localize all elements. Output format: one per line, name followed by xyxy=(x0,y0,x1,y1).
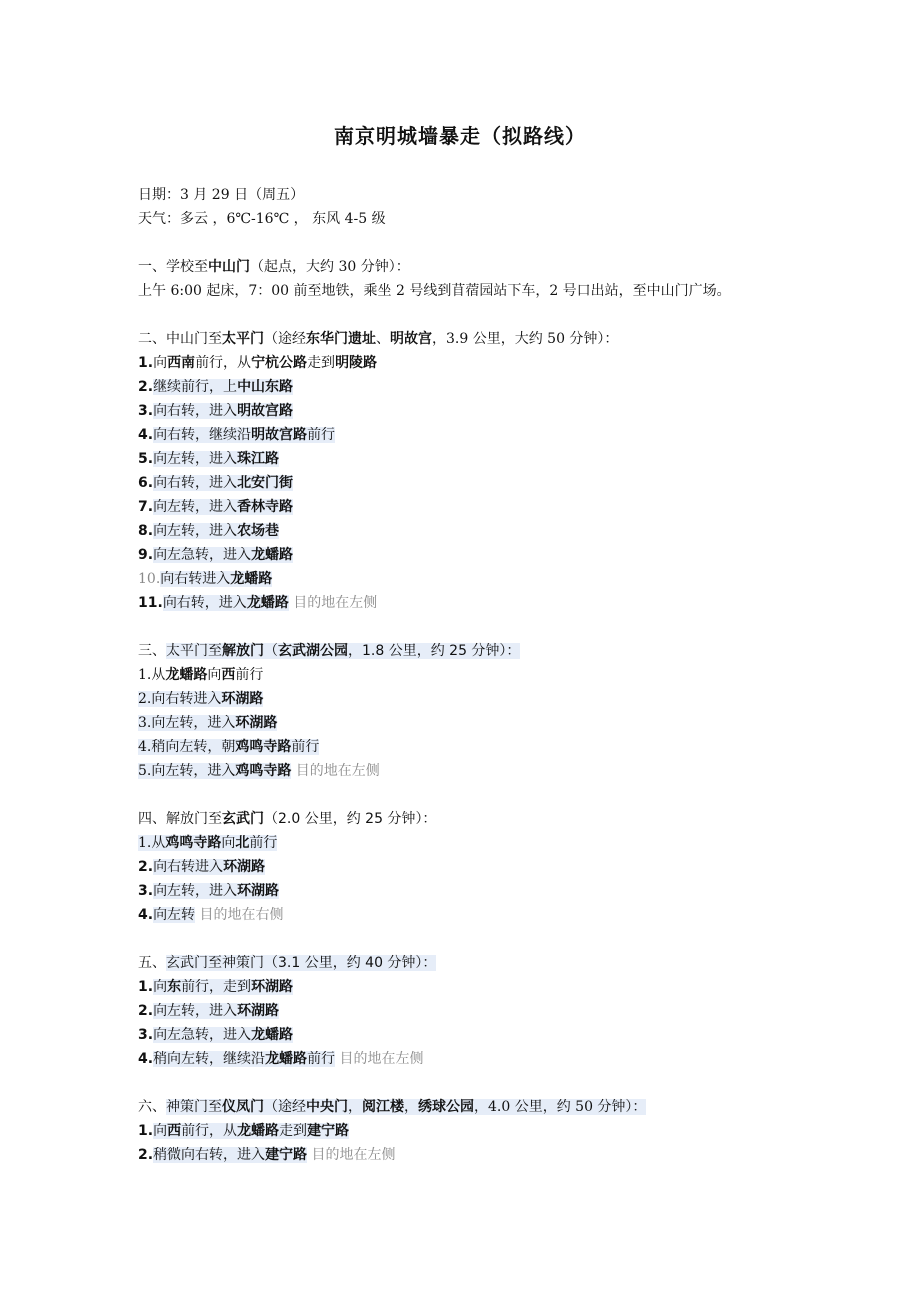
bold-text: 西 xyxy=(167,1123,182,1139)
blank-line xyxy=(138,231,898,255)
bold-text: 环湖路 xyxy=(235,715,278,731)
bold-text: 龙蟠路 xyxy=(165,667,208,683)
text-segment: 向左转，进入 xyxy=(153,451,238,467)
bold-text: 仪凤门 xyxy=(222,1099,264,1115)
text-line xyxy=(138,831,898,855)
text-segment: 1.从 xyxy=(138,835,166,851)
text-segment: ）： xyxy=(415,811,437,827)
text-line xyxy=(138,543,898,567)
blank-line xyxy=(138,1071,898,1095)
bold-text: 鸡鸣寺路 xyxy=(235,739,292,755)
text-segment: 日期：3 月 29 日（周五） xyxy=(138,187,305,203)
text-segment: 向右转，进入 xyxy=(153,403,238,419)
text-segment: 二、中山门至 xyxy=(138,331,222,347)
text-segment: 向左转 xyxy=(153,907,196,923)
text-segment: 向左转，进入 xyxy=(153,1003,238,1019)
text-segment: 太平门至 xyxy=(166,643,222,659)
text-segment: 2.0 公里，约 25 分钟 xyxy=(278,811,416,827)
text-line xyxy=(138,399,898,423)
text-segment: 向 xyxy=(153,1123,168,1139)
text-segment: 神策门至 xyxy=(166,1099,222,1115)
bold-text: 建宁路 xyxy=(307,1123,350,1139)
text-segment: 2.向右转进入 xyxy=(138,691,222,707)
text-line xyxy=(138,495,898,519)
bold-text: 建宁路 xyxy=(265,1147,308,1163)
text-line xyxy=(138,759,898,783)
bold-text: 中山东路 xyxy=(237,379,294,395)
bold-text: 环湖路 xyxy=(237,1003,280,1019)
text-segment: 、 xyxy=(376,331,390,347)
text-line xyxy=(138,879,898,903)
note-text: 目的地在左侧 xyxy=(288,595,378,611)
text-segment: 向左急转，进入 xyxy=(153,1027,252,1043)
bold-text: 环湖路 xyxy=(223,859,266,875)
text-line xyxy=(138,183,898,207)
text-segment: 前行，走到 xyxy=(181,979,252,995)
text-segment: 继续前行，上 xyxy=(153,379,238,395)
text-segment: 三、 xyxy=(138,643,166,659)
text-segment: 五、 xyxy=(138,955,166,971)
text-segment: 前行 xyxy=(235,667,264,683)
text-line xyxy=(138,207,898,231)
bold-text: 2. xyxy=(138,1147,154,1163)
bold-text: 环湖路 xyxy=(237,883,280,899)
text-segment: 向 xyxy=(153,979,168,995)
text-segment: 4.稍向左转，朝 xyxy=(138,739,236,755)
bold-text: 农场巷 xyxy=(237,523,280,539)
text-segment: （起点，大约 30 分钟）： xyxy=(250,259,410,275)
bold-text: 北安门街 xyxy=(237,475,294,491)
text-line xyxy=(138,519,898,543)
text-segment: ， xyxy=(348,1099,362,1115)
bold-text: 西 xyxy=(221,667,236,683)
bold-text: 龙蟠路 xyxy=(246,595,289,611)
bold-text: 1. xyxy=(138,979,154,995)
text-line xyxy=(138,687,898,711)
bold-text: 鸡鸣寺路 xyxy=(165,835,222,851)
text-segment: 向 xyxy=(207,667,222,683)
text-segment: ，1.8 公里，约 25 分钟）： xyxy=(348,643,521,659)
text-segment: 前行，从 xyxy=(181,1123,238,1139)
text-segment: 走到 xyxy=(279,1123,308,1139)
text-line xyxy=(138,639,898,663)
bold-text: 3. xyxy=(138,403,154,419)
bold-text: 环湖路 xyxy=(221,691,264,707)
note-text: 10. xyxy=(138,571,161,587)
text-line xyxy=(138,1023,898,1047)
text-segment: 向左转，进入 xyxy=(153,523,238,539)
bold-text: 4. xyxy=(138,1051,154,1067)
bold-text: 珠江路 xyxy=(237,451,280,467)
text-segment: ，4.0 公里，约 50 分钟）： xyxy=(474,1099,647,1115)
text-segment: 向右转进入 xyxy=(160,571,231,587)
text-line xyxy=(138,1119,898,1143)
text-segment: 天气：多云 ，6℃-16℃ ， 东风 4-5 级 xyxy=(138,211,386,227)
text-line xyxy=(138,327,898,351)
bold-text: 1. xyxy=(138,355,154,371)
bold-text: 4. xyxy=(138,427,154,443)
text-segment: 玄武门至神策门（ xyxy=(166,955,278,971)
blank-line xyxy=(138,615,898,639)
bold-text: 西南 xyxy=(167,355,196,371)
text-segment: 一、学校至 xyxy=(138,259,208,275)
text-line xyxy=(138,567,898,591)
bold-text: 4. xyxy=(138,907,154,923)
document-body xyxy=(138,183,898,1167)
text-line xyxy=(138,1143,898,1167)
note-text: 目的地在左侧 xyxy=(291,763,380,779)
text-line xyxy=(138,855,898,879)
text-segment: 前行，从 xyxy=(195,355,252,371)
blank-line xyxy=(138,927,898,951)
blank-line xyxy=(138,303,898,327)
text-segment: 向 xyxy=(153,355,168,371)
bold-text: 5. xyxy=(138,451,154,467)
bold-text: 东 xyxy=(167,979,182,995)
bold-text: 玄武湖公园 xyxy=(278,643,348,659)
text-segment: 向右转，进入 xyxy=(153,475,238,491)
bold-text: 2. xyxy=(138,859,154,875)
text-line xyxy=(138,471,898,495)
text-segment: 向左转，进入 xyxy=(153,883,238,899)
bold-text: 玄武门 xyxy=(222,811,264,827)
bold-text: 中央门 xyxy=(306,1099,348,1115)
text-segment: （ xyxy=(264,643,278,659)
text-segment: ，3.9 公里，大约 50 分钟）： xyxy=(432,331,619,347)
note-text: 目的地在左侧 xyxy=(335,1051,424,1067)
text-segment: 5.向左转，进入 xyxy=(138,763,236,779)
bold-text: 9. xyxy=(138,547,154,563)
bold-text: 8. xyxy=(138,523,154,539)
text-segment: 向右转进入 xyxy=(153,859,224,875)
document-title: 南京明城墙暴走（拟路线） xyxy=(334,124,586,148)
bold-text: 龙蟠路 xyxy=(265,1051,308,1067)
bold-text: 北 xyxy=(235,835,250,851)
bold-text: 3. xyxy=(138,1027,154,1043)
text-segment: （途经 xyxy=(264,1099,306,1115)
text-segment: 走到 xyxy=(307,355,336,371)
bold-text: 龙蟠路 xyxy=(230,571,273,587)
bold-text: 6. xyxy=(138,475,154,491)
bold-text: 环湖路 xyxy=(251,979,294,995)
bold-text: 阅江楼 xyxy=(362,1099,404,1115)
bold-text: 2. xyxy=(138,379,154,395)
blank-line xyxy=(138,783,898,807)
text-segment: （途经 xyxy=(264,331,306,347)
note-text: 目的地在右侧 xyxy=(195,907,284,923)
text-line xyxy=(138,591,898,615)
text-segment: 前行 xyxy=(307,427,336,443)
text-line xyxy=(138,999,898,1023)
text-segment: 3.向左转，进入 xyxy=(138,715,236,731)
bold-text: 龙蟠路 xyxy=(237,1123,280,1139)
text-line xyxy=(138,735,898,759)
text-line xyxy=(138,1047,898,1071)
text-segment: 稍向左转，继续沿 xyxy=(153,1051,266,1067)
bold-text: 绣球公园 xyxy=(418,1099,474,1115)
text-line xyxy=(138,375,898,399)
text-segment: 前行 xyxy=(307,1051,336,1067)
text-segment: 向左转，进入 xyxy=(153,499,238,515)
note-text: 目的地在左侧 xyxy=(307,1147,396,1163)
bold-text: 明故宫 xyxy=(390,331,432,347)
bold-text: 宁杭公路 xyxy=(251,355,308,371)
text-line xyxy=(138,1095,898,1119)
text-line xyxy=(138,903,898,927)
text-line xyxy=(138,975,898,999)
text-segment: 前行 xyxy=(291,739,320,755)
bold-text: 龙蟠路 xyxy=(251,547,294,563)
bold-text: 中山门 xyxy=(208,259,250,275)
bold-text: 解放门 xyxy=(222,643,264,659)
text-segment: 3.1 公里，约 40 分钟）： xyxy=(278,955,437,971)
bold-text: 明故宫路 xyxy=(251,427,308,443)
text-line xyxy=(138,351,898,375)
text-line xyxy=(138,255,898,279)
bold-text: 2. xyxy=(138,1003,154,1019)
text-segment: 前行 xyxy=(249,835,278,851)
bold-text: 7. xyxy=(138,499,154,515)
bold-text: 太平门 xyxy=(222,331,264,347)
text-line xyxy=(138,711,898,735)
text-line xyxy=(138,279,898,303)
text-segment: 上午 6:00 起床，7：00 前至地铁，乘坐 2 号线到苜蓿园站下车，2 号口出站，至中山门广场。 xyxy=(138,283,731,299)
text-segment: 向左急转，进入 xyxy=(153,547,252,563)
bold-text: 东华门遗址 xyxy=(306,331,376,347)
text-line xyxy=(138,807,898,831)
text-segment: ， xyxy=(404,1099,418,1115)
text-line xyxy=(138,447,898,471)
text-segment: 四、解放门至 xyxy=(138,811,222,827)
text-segment: 稍微向右转，进入 xyxy=(153,1147,266,1163)
text-segment: 1.从 xyxy=(138,667,166,683)
text-segment: 向右转，进入 xyxy=(162,595,247,611)
bold-text: 龙蟠路 xyxy=(251,1027,294,1043)
text-segment: （ xyxy=(264,811,278,827)
bold-text: 明陵路 xyxy=(335,355,378,371)
bold-text: 11. xyxy=(138,595,163,611)
bold-text: 明故宫路 xyxy=(237,403,294,419)
text-segment: 向右转，继续沿 xyxy=(153,427,252,443)
bold-text: 鸡鸣寺路 xyxy=(235,763,292,779)
bold-text: 香林寺路 xyxy=(237,499,294,515)
text-line xyxy=(138,663,898,687)
text-segment: 向 xyxy=(221,835,236,851)
text-line xyxy=(138,951,898,975)
text-segment: 六、 xyxy=(138,1099,166,1115)
bold-text: 1. xyxy=(138,1123,154,1139)
bold-text: 3. xyxy=(138,883,154,899)
text-line xyxy=(138,423,898,447)
